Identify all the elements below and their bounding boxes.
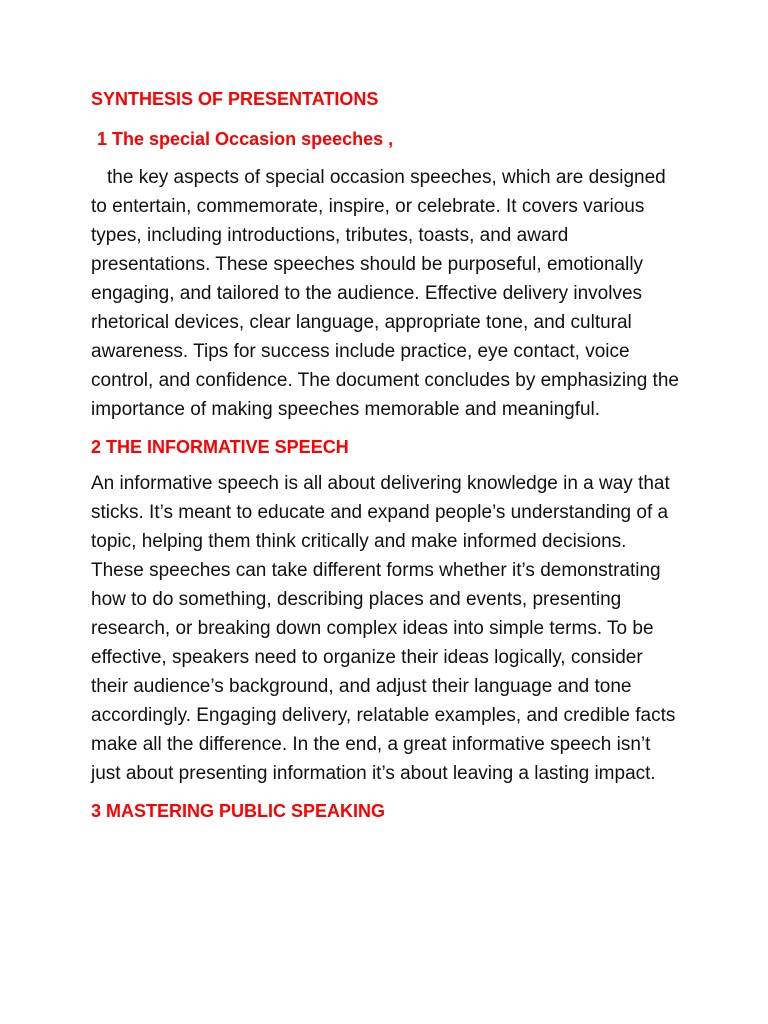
section-heading-public-speaking: 3 MASTERING PUBLIC SPEAKING	[91, 801, 386, 821]
document-page	[91, 86, 681, 833]
section-body-special-occasion: the key aspects of special occasion speeches, which are designed to entertain, commemorate, inspire, or celebrate. It covers various types, including introductions, tributes, toasts, and award presentations. These speeches should be purposeful, emotionally engaging, and tailored to the audience. Effective delivery involves rhetorical devices, clear language, appropriate tone, and cultural awareness. Tips for success include practice, eye contact, voice control, and confidence. The document concludes by emphasizing the importance of making speeches memorable and meaningful.	[91, 167, 679, 420]
section-heading-informative: 2 THE INFORMATIVE SPEECH	[91, 437, 349, 457]
section-heading-special-occasion: 1 The special Occasion speeches ,	[97, 129, 394, 149]
document-title: SYNTHESIS OF PRESENTATIONS	[91, 89, 379, 109]
section-body-informative: An informative speech is all about delivering knowledge in a way that sticks. It’s meant to educate and expand people’s understanding of a topic, helping them think critically and make informed decisions. These speeches can take different forms whether it’s demonstrating how to do something, describing places and events, presenting research, or breaking down complex ideas into simple terms. To be effective, speakers need to organize their ideas logically, consider their audience’s background, and adjust their language and tone accordingly. Engaging delivery, relatable examples, and credible facts make all the difference. In the end, a great informative speech isn’t just about presenting information it’s about leaving a lasting impact.	[91, 473, 676, 784]
